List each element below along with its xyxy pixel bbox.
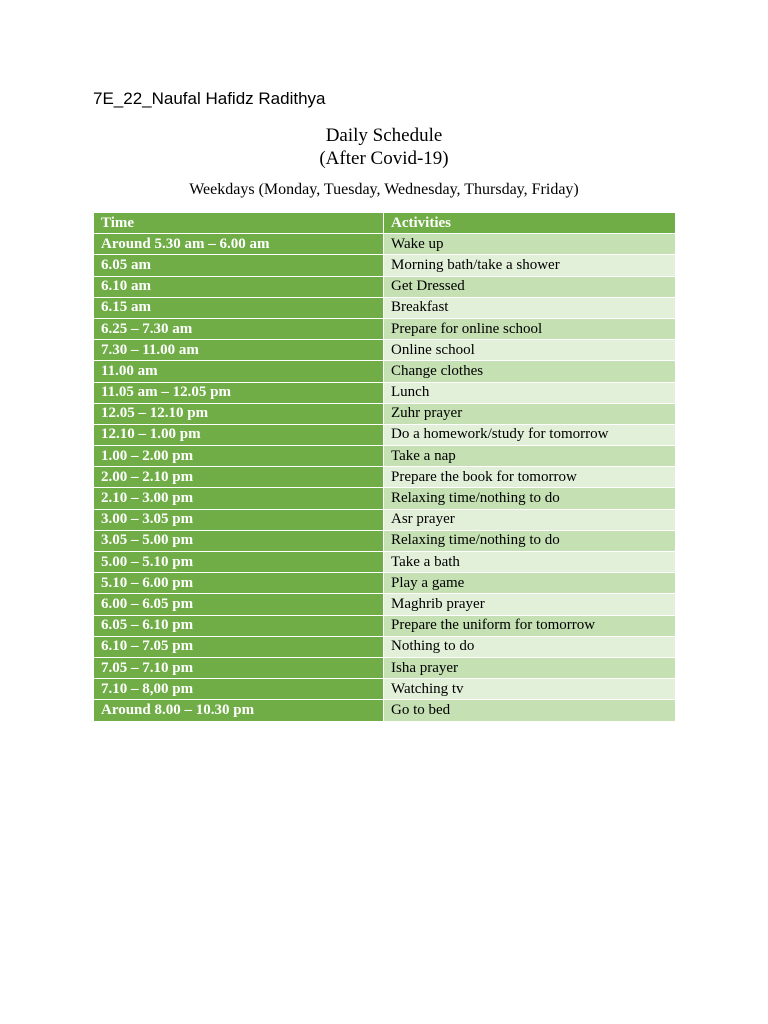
table-row	[94, 594, 676, 615]
table-row	[94, 340, 676, 361]
activity-cell: Prepare the book for tomorrow	[384, 467, 676, 488]
time-cell: 3.05 – 5.00 pm	[94, 530, 384, 551]
time-cell: 11.00 am	[94, 361, 384, 382]
author-name: 7E_22_Naufal Hafidz Radithya	[93, 89, 326, 108]
schedule-table	[93, 212, 676, 722]
table-row	[94, 318, 676, 339]
table-row	[94, 361, 676, 382]
activity-cell: Nothing to do	[384, 636, 676, 657]
time-cell: 7.30 – 11.00 am	[94, 340, 384, 361]
time-cell: 6.05 – 6.10 pm	[94, 615, 384, 636]
table-row	[94, 297, 676, 318]
header-activities: Activities	[384, 213, 676, 234]
activity-cell: Online school	[384, 340, 676, 361]
activity-cell: Relaxing time/nothing to do	[384, 530, 676, 551]
table-row	[94, 636, 676, 657]
activity-cell: Take a nap	[384, 446, 676, 467]
activity-cell: Relaxing time/nothing to do	[384, 488, 676, 509]
table-row	[94, 424, 676, 445]
time-cell: 3.00 – 3.05 pm	[94, 509, 384, 530]
table-row	[94, 276, 676, 297]
activity-cell: Asr prayer	[384, 509, 676, 530]
table-row	[94, 467, 676, 488]
time-cell: Around 8.00 – 10.30 pm	[94, 700, 384, 721]
table-row	[94, 700, 676, 721]
activity-cell: Watching tv	[384, 679, 676, 700]
activity-cell: Do a homework/study for tomorrow	[384, 424, 676, 445]
table-row	[94, 615, 676, 636]
time-cell: 6.25 – 7.30 am	[94, 318, 384, 339]
time-cell: 6.10 – 7.05 pm	[94, 636, 384, 657]
table-row	[94, 234, 676, 255]
activity-cell: Get Dressed	[384, 276, 676, 297]
activity-cell: Wake up	[384, 234, 676, 255]
activity-cell: Prepare the uniform for tomorrow	[384, 615, 676, 636]
time-cell: 2.10 – 3.00 pm	[94, 488, 384, 509]
time-cell: 12.05 – 12.10 pm	[94, 403, 384, 424]
time-cell: 5.10 – 6.00 pm	[94, 573, 384, 594]
activity-cell: Isha prayer	[384, 657, 676, 678]
time-cell: 6.10 am	[94, 276, 384, 297]
table-row	[94, 255, 676, 276]
table-row	[94, 403, 676, 424]
table-row	[94, 488, 676, 509]
table-row	[94, 679, 676, 700]
activity-cell: Morning bath/take a shower	[384, 255, 676, 276]
activity-cell: Zuhr prayer	[384, 403, 676, 424]
schedule-body	[94, 234, 676, 721]
time-cell: 6.05 am	[94, 255, 384, 276]
activity-cell: Change clothes	[384, 361, 676, 382]
table-row	[94, 573, 676, 594]
header-time: Time	[94, 213, 384, 234]
activity-cell: Breakfast	[384, 297, 676, 318]
table-row	[94, 552, 676, 573]
time-cell: 11.05 am – 12.05 pm	[94, 382, 384, 403]
document-title: Daily Schedule	[325, 125, 443, 146]
document-subtitle: (After Covid-19)	[319, 148, 449, 169]
weekdays-caption: Weekdays (Monday, Tuesday, Wednesday, Thursday, Friday)	[189, 181, 579, 198]
activity-cell: Take a bath	[384, 552, 676, 573]
activity-cell: Lunch	[384, 382, 676, 403]
time-cell: 7.10 – 8,00 pm	[94, 679, 384, 700]
table-row	[94, 530, 676, 551]
activity-cell: Maghrib prayer	[384, 594, 676, 615]
time-cell: 2.00 – 2.10 pm	[94, 467, 384, 488]
table-row	[94, 446, 676, 467]
table-header-row	[94, 213, 676, 234]
table-row	[94, 509, 676, 530]
time-cell: 12.10 – 1.00 pm	[94, 424, 384, 445]
time-cell: 5.00 – 5.10 pm	[94, 552, 384, 573]
time-cell: 1.00 – 2.00 pm	[94, 446, 384, 467]
time-cell: 6.00 – 6.05 pm	[94, 594, 384, 615]
table-row	[94, 657, 676, 678]
activity-cell: Go to bed	[384, 700, 676, 721]
table-row	[94, 382, 676, 403]
time-cell: Around 5.30 am – 6.00 am	[94, 234, 384, 255]
time-cell: 7.05 – 7.10 pm	[94, 657, 384, 678]
time-cell: 6.15 am	[94, 297, 384, 318]
activity-cell: Prepare for online school	[384, 318, 676, 339]
activity-cell: Play a game	[384, 573, 676, 594]
